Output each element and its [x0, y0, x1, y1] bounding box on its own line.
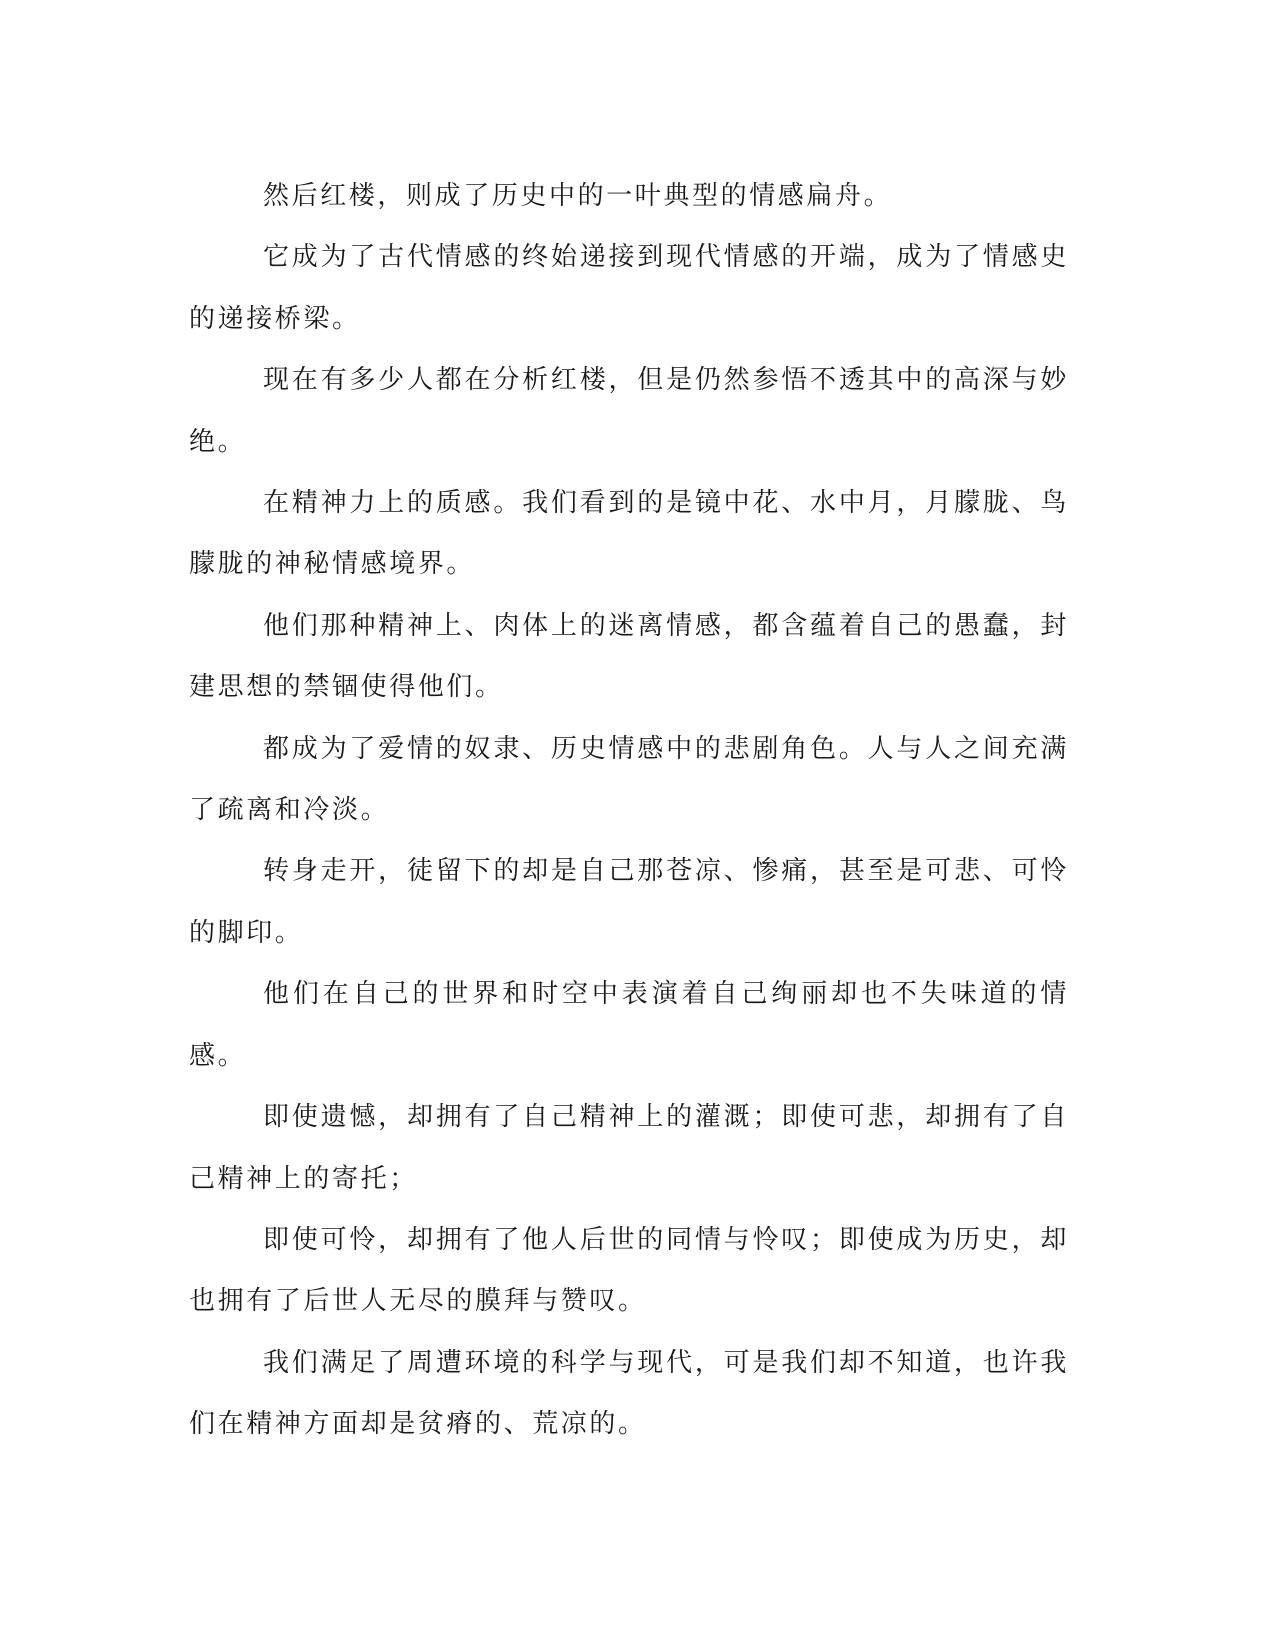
paragraph-8: 他们在自己的世界和时空中表演着自己绚丽却也不失味道的情感。: [189, 979, 1069, 1071]
paragraph-7: 转身走开，徒留下的却是自己那苍凉、惨痛，甚至是可悲、可怜的脚印。: [189, 856, 1069, 948]
paragraph-3: 现在有多少人都在分析红楼，但是仍然参悟不透其中的高深与妙绝。: [189, 365, 1069, 457]
paragraph-9: 即使遗憾，却拥有了自己精神上的灌溉；即使可悲，却拥有了自己精神上的寄托；: [189, 1102, 1069, 1194]
paragraph-11: 我们满足了周遭环境的科学与现代，可是我们却不知道，也许我们在精神方面却是贫瘠的、荒凉的。: [189, 1347, 1069, 1440]
paragraph-1: 然后红楼，则成了历史中的一叶典型的情感扁舟。: [263, 181, 893, 211]
document-body: [189, 166, 1069, 1456]
paragraph-4: 在精神力上的质感。我们看到的是镜中花、水中月，月朦胧、鸟朦胧的神秘情感境界。: [189, 488, 1069, 580]
paragraph-10: 即使可怜，却拥有了他人后世的同情与怜叹；即使成为历史，却也拥有了后世人无尽的膜拜与赞叹。: [189, 1224, 1069, 1317]
paragraph-6: 都成为了爱情的奴隶、历史情感中的悲剧角色。人与人之间充满了疏离和冷淡。: [189, 733, 1069, 826]
paragraph-2: 它成为了古代情感的终始递接到现代情感的开端，成为了情感史的递接桥梁。: [189, 242, 1069, 334]
paragraph-5: 他们那种精神上、肉体上的迷离情感，都含蕴着自己的愚蠢，封建思想的禁锢使得他们。: [189, 610, 1069, 703]
